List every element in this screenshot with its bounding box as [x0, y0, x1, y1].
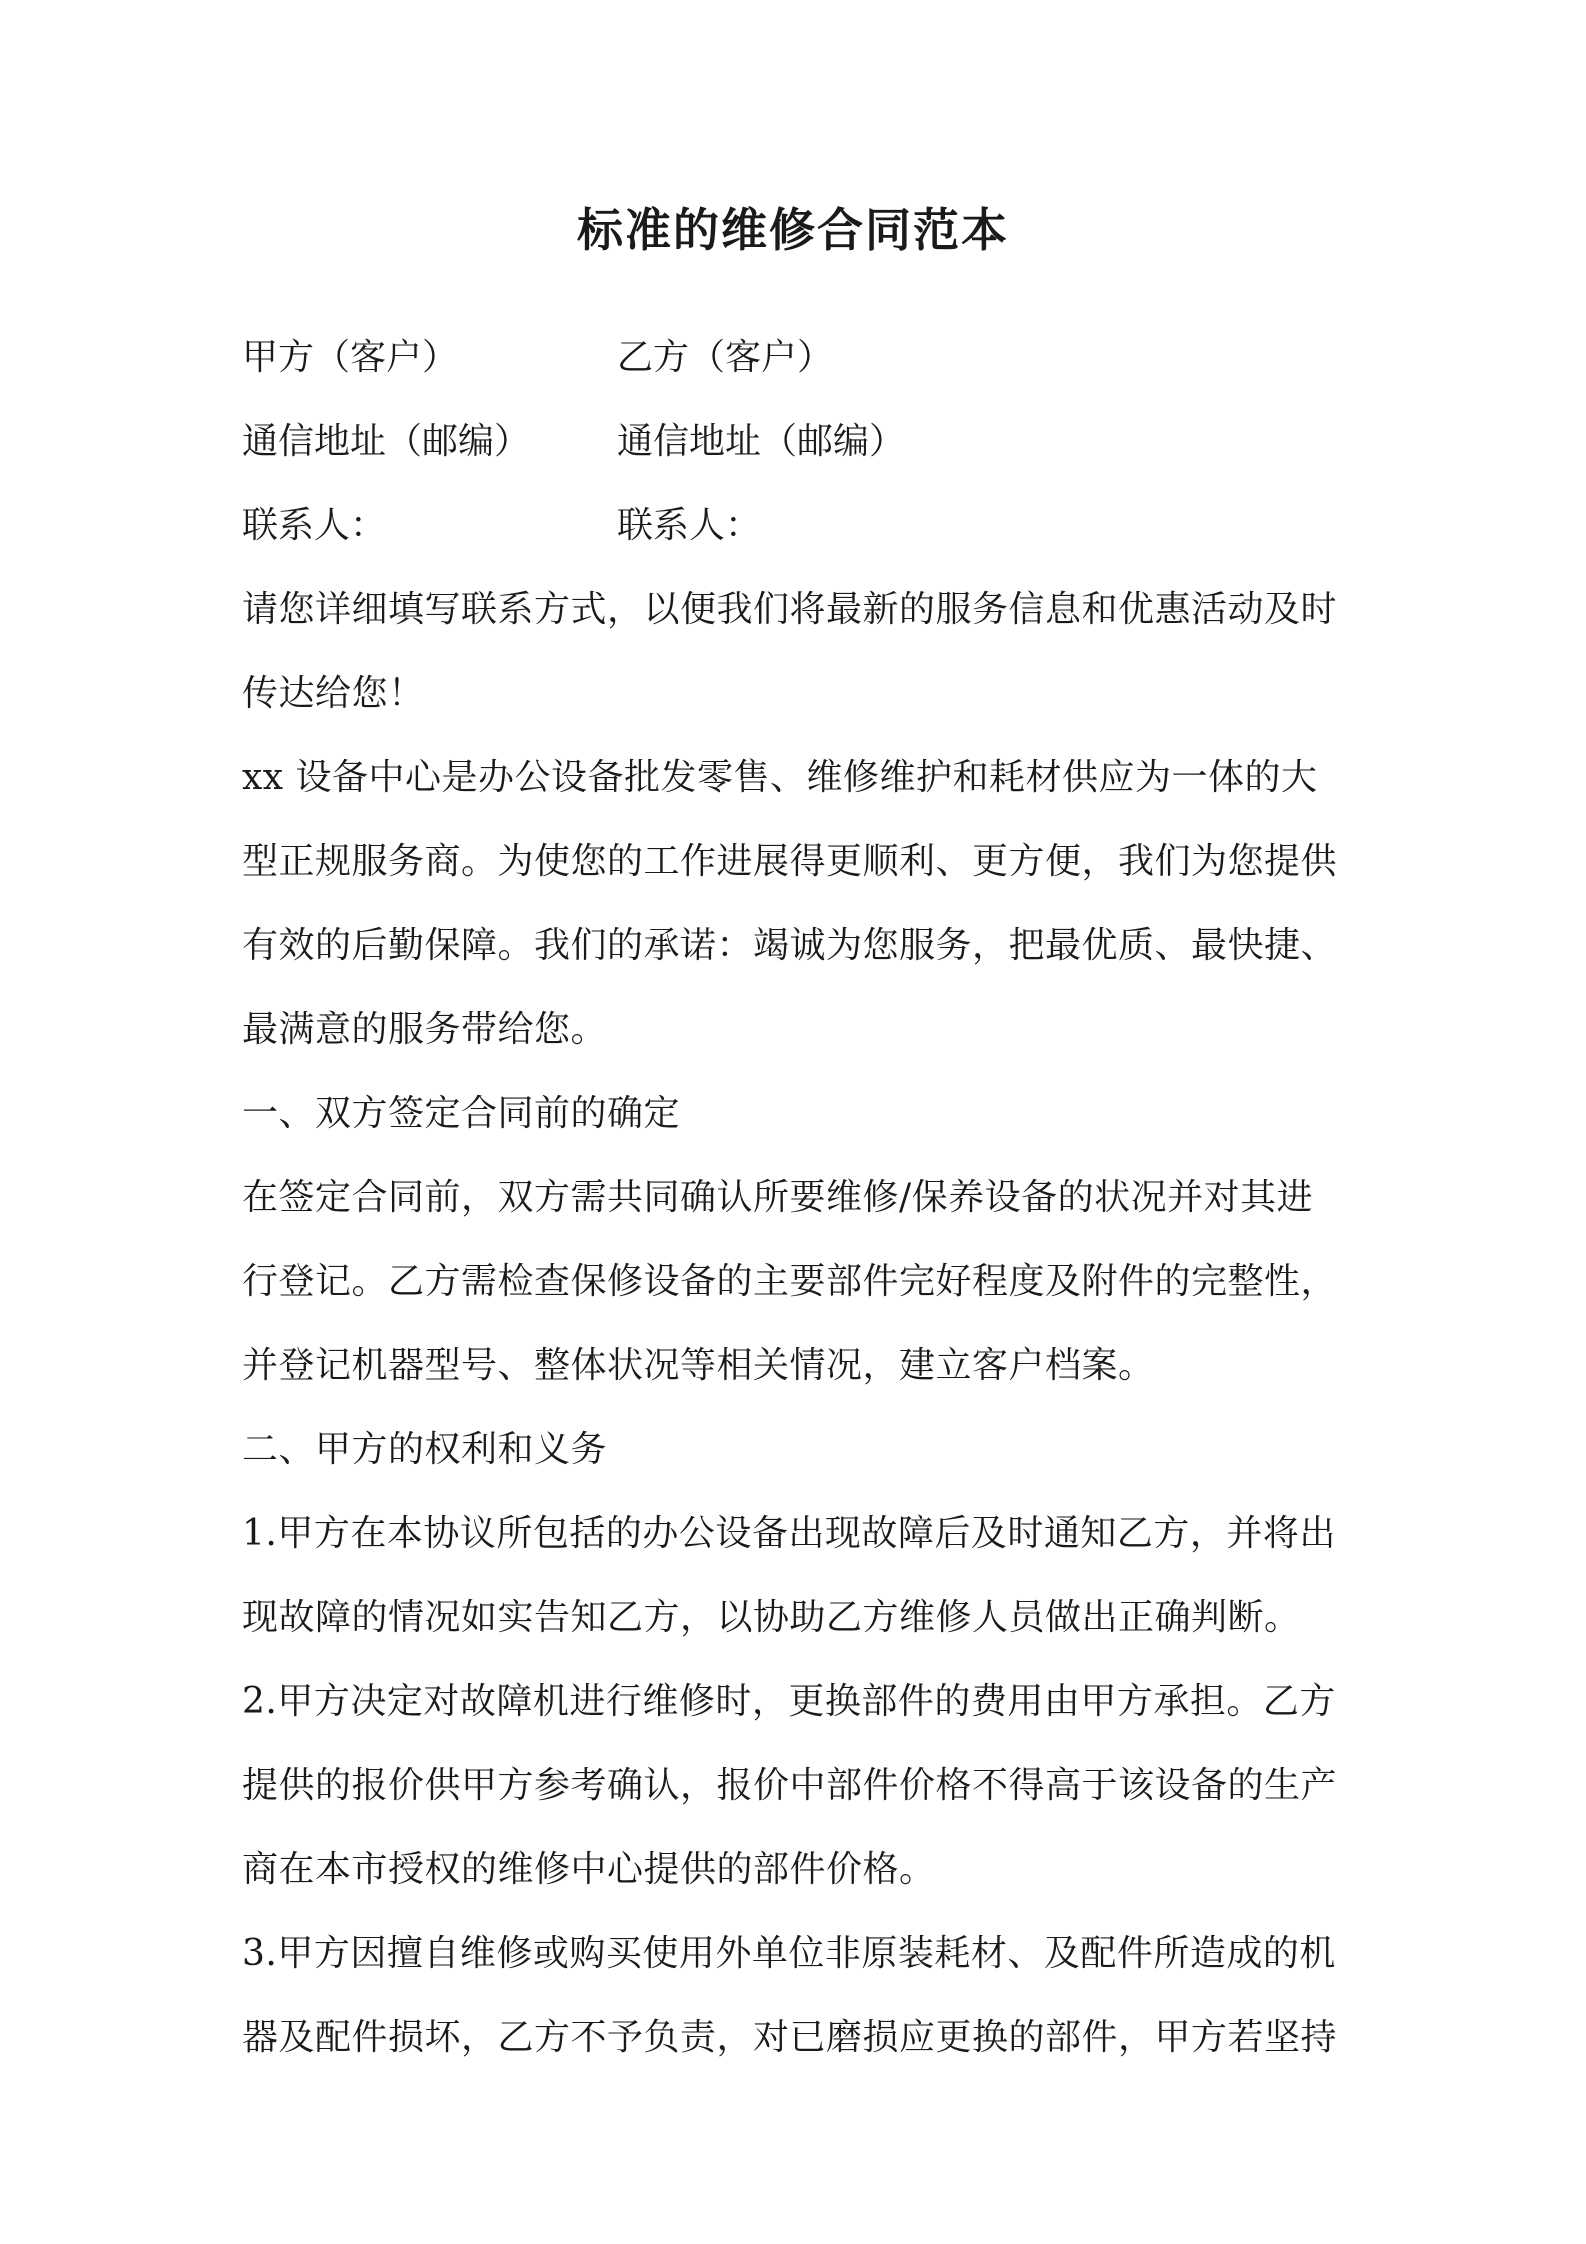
party-b-label: 乙方（客户） — [617, 337, 834, 378]
body-line: 现故障的情况如实告知乙方，以协助乙方维修人员做出正确判断。 — [242, 1597, 1301, 1638]
body-line: 3.甲方因擅自维修或购买使用外单位非原装耗材、及配件所造成的机 — [242, 1933, 1336, 1974]
body-line: 在签定合同前，双方需共同确认所要维修/保养设备的状况并对其进 — [242, 1177, 1314, 1218]
section-heading: 一、双方签定合同前的确定 — [242, 1093, 681, 1134]
body-line: 1.甲方在本协议所包括的办公设备出现故障后及时通知乙方，并将出 — [242, 1513, 1336, 1554]
document-title: 标准的维修合同范本 — [577, 203, 1009, 257]
body-line: 传达给您！ — [242, 673, 425, 714]
body-line: 最满意的服务带给您。 — [242, 1009, 608, 1050]
party-a-label: 甲方（客户） — [242, 337, 459, 378]
body-line: 请您详细填写联系方式，以便我们将最新的服务信息和优惠活动及时 — [242, 589, 1338, 630]
body-line: 商在本市授权的维修中心提供的部件价格。 — [242, 1849, 936, 1890]
party-b-address-label: 通信地址（邮编） — [617, 421, 906, 462]
body-line: xx 设备中心是办公设备批发零售、维修维护和耗材供应为一体的大 — [242, 757, 1318, 798]
party-a-contact-label: 联系人： — [242, 505, 387, 546]
body-line: 有效的后勤保障。我们的承诺：竭诚为您服务，把最优质、最快捷、 — [242, 925, 1338, 966]
party-b-contact-label: 联系人： — [617, 505, 762, 546]
body-line: 器及配件损坏，乙方不予负责，对已磨损应更换的部件，甲方若坚持 — [242, 2017, 1338, 2058]
body-line: 提供的报价供甲方参考确认，报价中部件价格不得高于该设备的生产 — [242, 1765, 1338, 1806]
body-line: 型正规服务商。为使您的工作进展得更顺利、更方便，我们为您提供 — [242, 841, 1338, 882]
party-a-address-label: 通信地址（邮编） — [242, 421, 531, 462]
section-heading: 二、甲方的权利和义务 — [242, 1429, 608, 1470]
body-line: 并登记机器型号、整体状况等相关情况，建立客户档案。 — [242, 1345, 1155, 1386]
body-line: 行登记。乙方需检查保修设备的主要部件完好程度及附件的完整性， — [242, 1261, 1338, 1302]
body-line: 2.甲方决定对故障机进行维修时，更换部件的费用由甲方承担。乙方 — [242, 1681, 1336, 1722]
